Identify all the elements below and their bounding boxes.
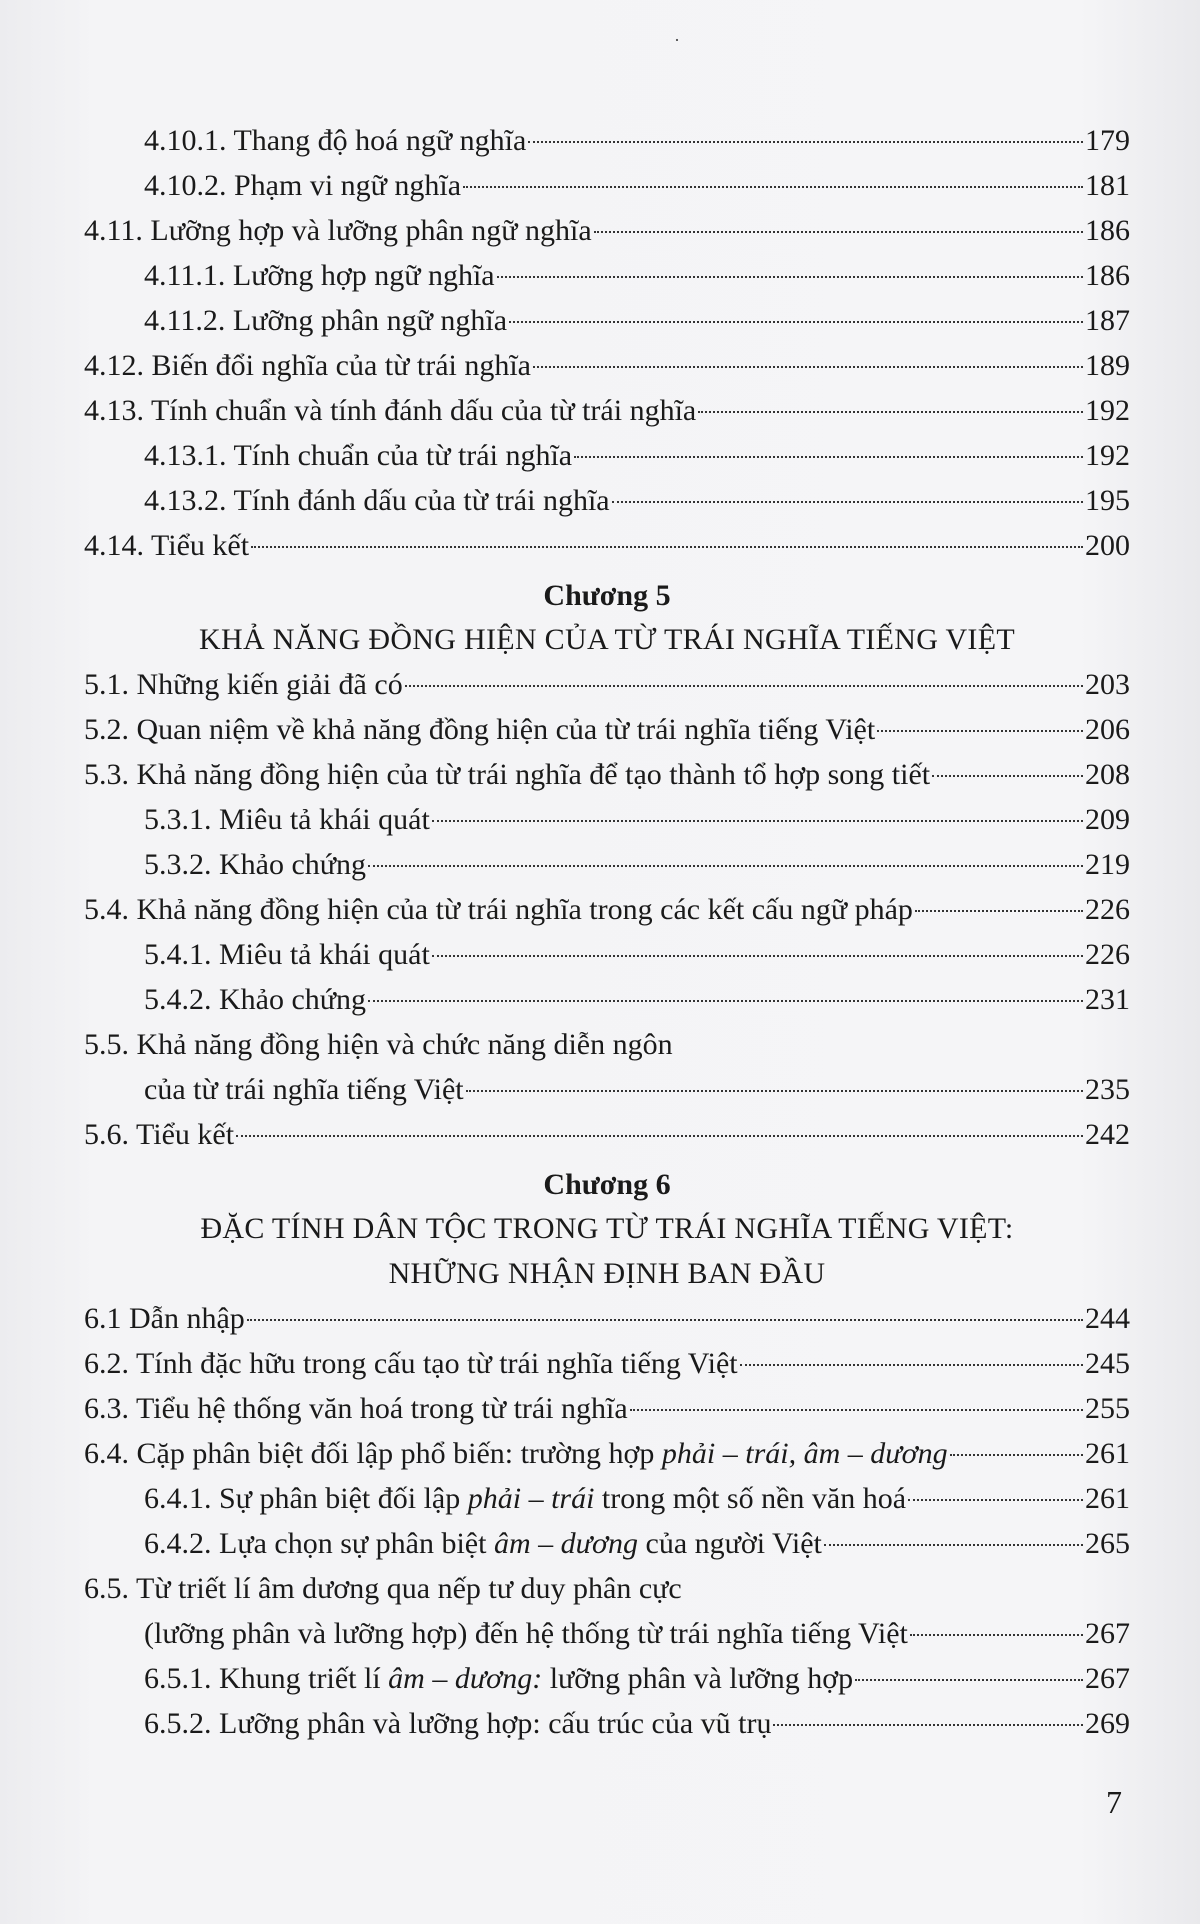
toc-entry[interactable] (84, 118, 1130, 163)
toc-entry[interactable] (84, 1022, 1130, 1067)
toc-entry[interactable] (84, 478, 1130, 523)
dot-leader (466, 1089, 1083, 1092)
toc-entry[interactable] (84, 1566, 1130, 1611)
toc-entry-title: 4.11.2. Lưỡng phân ngữ nghĩa (144, 304, 508, 337)
toc-entry[interactable] (84, 662, 1130, 707)
toc-block-chapter6 (84, 1296, 1130, 1431)
toc-entry-text: trong một số nền văn hoá (594, 1482, 907, 1515)
dot-leader (612, 500, 1083, 503)
chapter-5-title: KHẢ NĂNG ĐỒNG HIỆN CỦA TỪ TRÁI NGHĨA TIẾNG VIỆT (199, 623, 1015, 656)
toc-page-number: 219 (1085, 848, 1130, 881)
chapter-6-title-line2: NHỮNG NHẬN ĐỊNH BAN ĐẦU (388, 1257, 826, 1290)
toc-page-number: 231 (1085, 983, 1130, 1016)
toc-entry[interactable] (84, 1431, 1130, 1476)
toc-entry-title: 6.5. Từ triết lí âm dương qua nếp tư duy phân cực (84, 1572, 682, 1605)
toc-entry-title: 6.3. Tiểu hệ thống văn hoá trong từ trái nghĩa (84, 1392, 628, 1425)
toc-page-number: 208 (1085, 758, 1130, 791)
dot-leader (773, 1723, 1083, 1726)
toc-entry-title: 4.13. Tính chuẩn và tính đánh dấu của từ trái nghĩa (84, 394, 697, 427)
toc-entry-title: 5.4.2. Khảo chứng (144, 983, 367, 1016)
toc-page-number: 261 (1085, 1437, 1130, 1470)
toc-page-number: 235 (1085, 1073, 1130, 1106)
toc-page-number: 203 (1085, 668, 1130, 701)
toc-entry[interactable] (84, 1656, 1130, 1701)
dot-leader (855, 1678, 1083, 1681)
dot-leader (368, 999, 1083, 1002)
toc-entry[interactable] (84, 1341, 1130, 1386)
toc-entry[interactable] (84, 523, 1130, 568)
dot-leader (236, 1134, 1083, 1137)
toc-entry-title (144, 1656, 853, 1701)
toc-entry-title: 5.5. Khả năng đồng hiện và chức năng diễn ngôn (84, 1028, 673, 1061)
dot-leader (463, 185, 1083, 188)
toc-entry-text: lưỡng phân và lưỡng hợp (542, 1662, 854, 1695)
toc-entry-title: 6.2. Tính đặc hữu trong cấu tạo từ trái nghĩa tiếng Việt (84, 1347, 738, 1380)
table-of-contents (84, 118, 1130, 1746)
toc-entry[interactable] (84, 707, 1130, 752)
toc-entry-title: 5.4. Khả năng đồng hiện của từ trái nghĩa trong các kết cấu ngữ pháp (84, 893, 913, 926)
toc-entry-title (144, 1521, 822, 1566)
toc-entry[interactable] (84, 1112, 1130, 1157)
toc-entry-title: 4.10.2. Phạm vi ngữ nghĩa (144, 169, 462, 202)
toc-entry-text: 6.4. Cặp phân biệt đối lập phổ biến: trường hợp (84, 1437, 662, 1470)
dot-leader (574, 455, 1083, 458)
toc-entry-italic: phải – trái (467, 1482, 595, 1515)
dot-leader (877, 729, 1083, 732)
toc-entry[interactable] (84, 208, 1130, 253)
toc-entry[interactable] (84, 1067, 1130, 1112)
toc-page-number: 209 (1085, 803, 1130, 836)
toc-page-number: 187 (1085, 304, 1130, 337)
toc-entry-title: 5.3.2. Khảo chứng (144, 848, 367, 881)
dot-leader (630, 1408, 1083, 1411)
toc-page-number: 189 (1085, 349, 1130, 382)
toc-entry-title: 5.6. Tiểu kết (84, 1118, 235, 1151)
toc-entry[interactable] (84, 1476, 1130, 1521)
toc-entry-title: 4.10.1. Thang độ hoá ngữ nghĩa (144, 124, 527, 157)
toc-entry[interactable] (84, 1521, 1130, 1566)
toc-block-chapter5 (84, 662, 1130, 1022)
toc-page-number: 195 (1085, 484, 1130, 517)
toc-entry-title: 4.11.1. Lưỡng hợp ngữ nghĩa (144, 259, 495, 292)
toc-page-number: 226 (1085, 893, 1130, 926)
toc-page-number: 179 (1085, 124, 1130, 157)
dot-leader (405, 684, 1083, 687)
toc-entry[interactable] (84, 842, 1130, 887)
toc-entry-text: 6.4.2. Lựa chọn sự phân biệt (144, 1527, 494, 1560)
toc-entry-title: 6.5.2. Lưỡng phân và lưỡng hợp: cấu trúc của vũ trụ (144, 1707, 772, 1740)
dot-leader (698, 410, 1083, 413)
toc-entry[interactable] (84, 797, 1130, 842)
page-number: 7 (1106, 1784, 1122, 1820)
toc-entry[interactable] (84, 932, 1130, 977)
toc-entry-title: 5.3.1. Miêu tả khái quát (144, 803, 430, 836)
toc-entry-title: 4.11. Lưỡng hợp và lưỡng phân ngữ nghĩa (84, 214, 592, 247)
toc-entry-text: của người Việt (638, 1527, 822, 1560)
toc-entry[interactable] (84, 977, 1130, 1022)
dot-leader (950, 1453, 1083, 1456)
toc-page-number: 267 (1085, 1662, 1130, 1695)
toc-entry-title: 6.1 Dẫn nhập (84, 1302, 245, 1335)
toc-entry-title (84, 1431, 948, 1476)
dot-leader (594, 230, 1083, 233)
dot-leader (533, 365, 1083, 368)
toc-page-number: 242 (1085, 1118, 1130, 1151)
toc-entry-title: 4.13.1. Tính chuẩn của từ trái nghĩa (144, 439, 573, 472)
dot-leader (432, 954, 1083, 957)
toc-page-number: 192 (1085, 394, 1130, 427)
chapter-5-label: Chương 5 (543, 579, 671, 612)
dot-leader (251, 545, 1083, 548)
dot-leader (740, 1363, 1083, 1366)
dot-leader (932, 774, 1083, 777)
toc-entry-title: (lưỡng phân và lưỡng hợp) đến hệ thống từ trái nghĩa tiếng Việt (144, 1617, 908, 1650)
toc-page-number: 181 (1085, 169, 1130, 202)
dot-leader (908, 1498, 1083, 1501)
toc-page-number: 245 (1085, 1347, 1130, 1380)
toc-entry[interactable] (84, 887, 1130, 932)
toc-entry-title: 5.2. Quan niệm về khả năng đồng hiện của từ trái nghĩa tiếng Việt (84, 713, 876, 746)
toc-page-number: 226 (1085, 938, 1130, 971)
toc-entry[interactable] (84, 163, 1130, 208)
toc-entry[interactable] (84, 343, 1130, 388)
dot-leader (497, 275, 1083, 278)
toc-entry[interactable] (84, 253, 1130, 298)
toc-block-chapter4 (84, 118, 1130, 568)
toc-entry[interactable] (84, 433, 1130, 478)
toc-entry[interactable] (84, 388, 1130, 433)
toc-entry[interactable] (84, 1701, 1130, 1746)
page-mark: · (674, 30, 680, 50)
toc-entry[interactable] (84, 1611, 1130, 1656)
dot-leader (509, 320, 1083, 323)
toc-entry-title: 5.3. Khả năng đồng hiện của từ trái nghĩa để tạo thành tổ hợp song tiết (84, 758, 931, 791)
toc-entry[interactable] (84, 298, 1130, 343)
toc-page-number: 267 (1085, 1617, 1130, 1650)
toc-entry-italic: âm – dương (493, 1527, 638, 1560)
toc-entry[interactable] (84, 1386, 1130, 1431)
toc-page-number: 206 (1085, 713, 1130, 746)
toc-entry-title: 5.4.1. Miêu tả khái quát (144, 938, 430, 971)
dot-leader (915, 909, 1083, 912)
dot-leader (528, 140, 1083, 143)
toc-entry-text: 6.4.1. Sự phân biệt đối lập (144, 1482, 468, 1515)
toc-page-number: 269 (1085, 1707, 1130, 1740)
toc-entry-title: của từ trái nghĩa tiếng Việt (144, 1073, 464, 1106)
toc-entry-title: 4.13.2. Tính đánh dấu của từ trái nghĩa (144, 484, 610, 517)
dot-leader (910, 1633, 1083, 1636)
chapter-6-title-line1: ĐẶC TÍNH DÂN TỘC TRONG TỪ TRÁI NGHĨA TIẾNG VIỆT: (200, 1212, 1014, 1245)
toc-page-number: 186 (1085, 259, 1130, 292)
toc-page-number: 200 (1085, 529, 1130, 562)
toc-page-number: 265 (1085, 1527, 1130, 1560)
toc-page-number: 186 (1085, 214, 1130, 247)
toc-entry[interactable] (84, 752, 1130, 797)
dot-leader (432, 819, 1083, 822)
toc-entry[interactable] (84, 1296, 1130, 1341)
toc-entry-title: 4.12. Biến đổi nghĩa của từ trái nghĩa (84, 349, 531, 382)
toc-entry-title (144, 1476, 906, 1521)
toc-entry-italic: phải – trái, âm – dương (661, 1437, 948, 1470)
chapter-6-label: Chương 6 (543, 1168, 671, 1201)
toc-page-number: 261 (1085, 1482, 1130, 1515)
toc-entry-text: 6.5.1. Khung triết lí (144, 1662, 389, 1695)
toc-entry-title: 5.1. Những kiến giải đã có (84, 668, 403, 701)
toc-page-number: 244 (1085, 1302, 1130, 1335)
dot-leader (824, 1543, 1083, 1546)
dot-leader (247, 1318, 1083, 1321)
toc-entry-title: 4.14. Tiểu kết (84, 529, 250, 562)
toc-entry-italic: âm – dương: (388, 1662, 543, 1695)
toc-page-number: 192 (1085, 439, 1130, 472)
dot-leader (368, 864, 1083, 867)
toc-page-number: 255 (1085, 1392, 1130, 1425)
